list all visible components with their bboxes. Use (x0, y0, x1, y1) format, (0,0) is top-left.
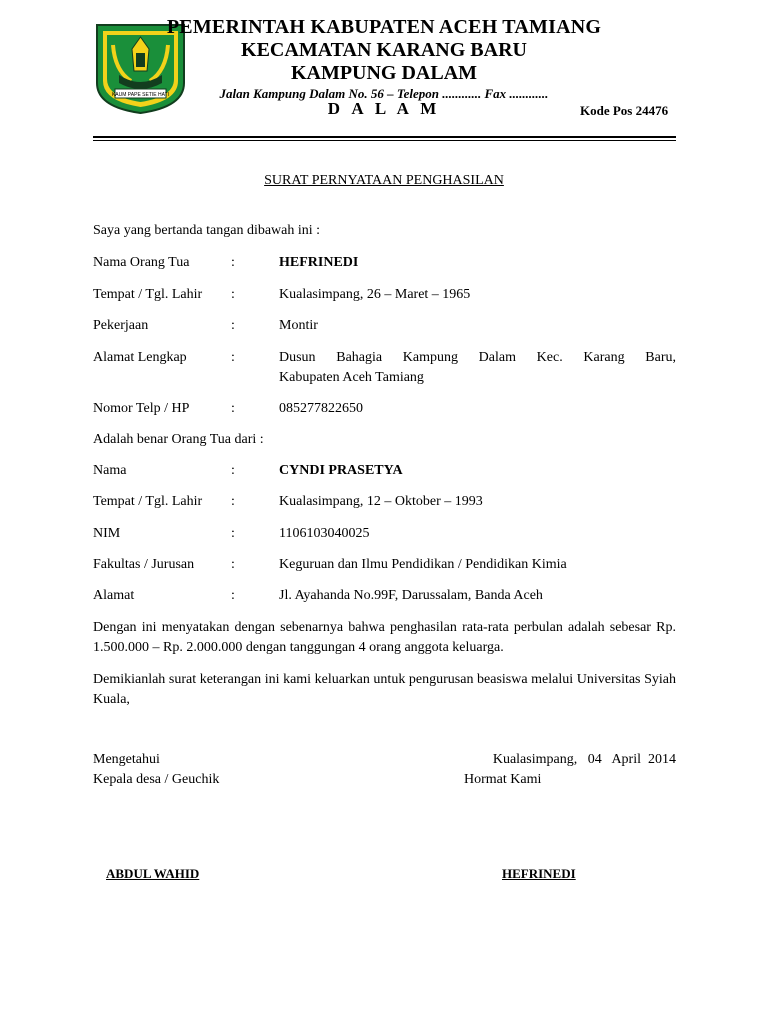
header-district: KECAMATAN KARANG BARU (241, 39, 527, 61)
closing-paragraph: Demikianlah surat keterangan ini kami keluarkan untuk pengurusan beasiswa melalui Universitas Syiah Kuala, (93, 672, 676, 707)
field-value: Kualasimpang, 26 – Maret – 1965 (279, 287, 471, 302)
field-label: Tempat / Tgl. Lahir (93, 287, 203, 302)
field-value: HEFRINEDI (279, 255, 359, 270)
document-title: SURAT PERNYATAAN PENGHASILAN (264, 173, 504, 188)
field-colon: : (231, 463, 235, 478)
field-value: 1106103040025 (279, 526, 370, 541)
field-colon: : (231, 318, 235, 333)
intro-text: Saya yang bertanda tangan dibawah ini : (93, 223, 321, 238)
field-value: Kualasimpang, 12 – Oktober – 1993 (279, 494, 483, 509)
header-address: Jalan Kampung Dalam No. 56 – Telepon ............ Fax ............ (219, 86, 549, 101)
field-colon: : (231, 401, 235, 416)
income-statement-paragraph: Dengan ini menyatakan dengan sebenarnya bahwa penghasilan rata-rata perbulan adalah sebesar Rp. 1.500.000 – Rp. 2.000.000 dengan tanggungan 4 orang anggota keluarga. (93, 620, 676, 655)
field-colon: : (231, 287, 235, 302)
left-sign-caption: Mengetahui (93, 752, 160, 767)
child-intro-text: Adalah benar Orang Tua dari : (93, 432, 264, 447)
field-colon: : (231, 588, 235, 603)
right-sign-caption: Hormat Kami (464, 772, 542, 787)
field-colon: : (231, 350, 235, 365)
left-sign-role: Kepala desa / Geuchik (93, 772, 220, 787)
field-colon: : (231, 526, 235, 541)
signer-name-parent: HEFRINEDI (502, 866, 576, 881)
field-label: NIM (93, 526, 121, 541)
field-label: Nama (93, 463, 127, 478)
field-value: Montir (279, 318, 318, 333)
header-place: D A L A M (327, 99, 441, 118)
signer-name-village-head: ABDUL WAHID (106, 866, 200, 881)
field-label: Fakultas / Jurusan (93, 557, 195, 572)
field-label: Nomor Telp / HP (93, 401, 190, 416)
header-government: PEMERINTAH KABUPATEN ACEH TAMIANG (166, 16, 602, 38)
header-divider-thin (93, 140, 676, 141)
field-value: Keguruan dan Ilmu Pendidikan / Pendidikan Kimia (279, 557, 567, 572)
field-value: Dusun Bahagia Kampung Dalam Kec. Karang Baru, (279, 350, 676, 365)
field-colon: : (231, 494, 235, 509)
field-label: Nama Orang Tua (93, 255, 190, 270)
header-village: KAMPUNG DALAM (290, 62, 478, 84)
field-value-continued: Kabupaten Aceh Tamiang (279, 370, 424, 385)
field-label: Alamat Lengkap (93, 350, 187, 365)
field-colon: : (231, 255, 235, 270)
field-value: CYNDI PRASETYA (279, 463, 403, 478)
field-value: Jl. Ayahanda No.99F, Darussalam, Banda Aceh (279, 588, 543, 603)
header-divider-thick (93, 136, 676, 138)
field-label: Pekerjaan (93, 318, 149, 333)
field-label: Alamat (93, 588, 135, 603)
header-postal-code: Kode Pos 24476 (580, 103, 669, 118)
field-colon: : (231, 557, 235, 572)
svg-text:KAUM PAPE SETIE HATI: KAUM PAPE SETIE HATI (111, 92, 170, 98)
field-value: 085277822650 (279, 401, 363, 416)
sign-date: Kualasimpang, 04 April 2014 (492, 752, 676, 767)
field-label: Tempat / Tgl. Lahir (93, 494, 203, 509)
